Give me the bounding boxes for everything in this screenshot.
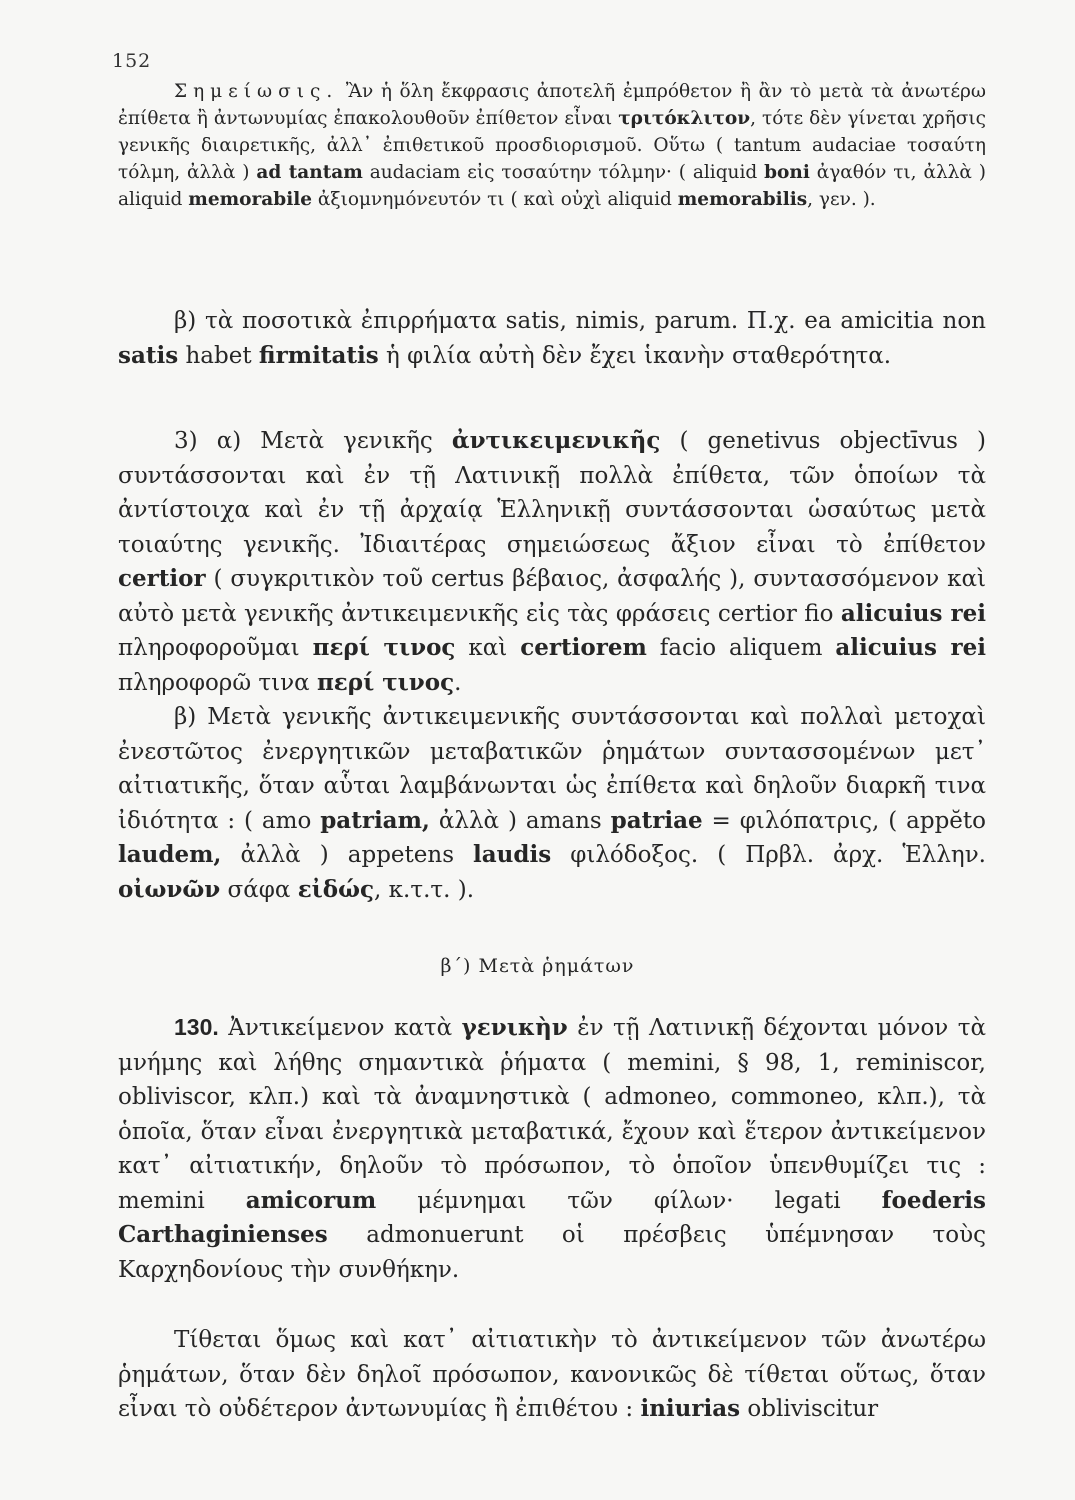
paragraph-objective-genitive: 3) α) Μετὰ γενικῆς ἀντικειμενικῆς ( genetivus objectīvus ) συντάσσονται καὶ ἐν τῇ Λατινικῇ πολλὰ ἐπίθετα, τῶν ὁποίων τὰ ἀντίστοιχα καὶ ἐν τῇ ἀρχαίᾳ Ἑλληνικῇ συντάσσονται ὡσαύτως μετὰ τοιαύτης γενικῆς. Ἰδιαιτέρας σημειώσεως ἄξιον εἶναι τὸ ἐπίθετον certior ( συγκριτικὸν τοῦ certus βέβαιος, ἀσφαλής ), συντασσόμενον καὶ αὐτὸ μετὰ γενικῆς ἀντικειμενικῆς εἰς τὰς φράσεις certior fio alicuius rei πληροφοροῦμαι περί τινος καὶ certiorem facio aliquem alicuius rei πληροφορῶ τινα περί τινος.	[118, 427, 987, 696]
remark-label: Σημείωσις.	[174, 81, 339, 102]
section-number: 130.	[174, 1014, 219, 1040]
section-130: 130. Ἀντικείμενον κατὰ γενικὴν ἐν τῇ Λατινικῇ δέχονται μόνον τὰ μνήμης καὶ λήθης σημαντικὰ ῥήματα ( memini, § 98, 1, reminiscor, obliviscor, κλπ.) καὶ τὰ ἀναμνηστικὰ ( admoneo, commoneo, κλπ.), τὰ ὁποῖα, ὅταν εἶναι ἐνεργητικὰ μεταβατικά, ἔχουν καὶ ἕτερον ἀντικείμενον κατ᾽ αἰτιατικήν, δηλοῦν τὸ πρόσωπον, τὸ ὁποῖον ὑπενθυμίζει τις : memini amicorum μέμνημαι τῶν φίλων· legati foederis Carthaginienses admonuerunt οἱ πρέσβεις ὑπέμνησαν τοὺς Καρχηδονίους τὴν συνθήκην.	[118, 1014, 986, 1283]
remark-paragraph: Σημείωσις. Ἂν ἡ ὅλη ἔκφρασις ἀποτελῆ ἐμπρόθετον ἢ ἂν τὸ μετὰ τὰ ἀνωτέρω ἐπίθετα ἢ ἀντωνυμίας ἐπακολουθοῦν ἐπίθετον εἶναι τριτόκλιτον, τότε δὲν γίνεται χρῆσις γενικῆς διαιρετικῆς, ἀλλ᾽ ἐπιθετικοῦ προσδιορισμοῦ. Οὕτω ( tantum audaciae τοσαύτη τόλμη, ἀλλὰ ) ad tantam audaciam εἰς τοσαύτην τόλμην· ( aliquid boni ἀγαθόν τι, ἀλλὰ ) aliquid memorabile ἀξιομνημόνευτόν τι ( καὶ οὐχὶ aliquid memorabilis, γεν. ).	[118, 81, 986, 210]
paragraph-participles: β) Μετὰ γενικῆς ἀντικειμενικῆς συντάσσονται καὶ πολλαὶ μετοχαὶ ἐνεστῶτος ἐνεργητικῶν μεταβατικῶν ῥημάτων συντασσομένων μετ᾽ αἰτιατικῆς, ὅταν αὗται λαμβάνωνται ὡς ἐπίθετα καὶ δηλοῦν διαρκῆ τινα ἰδιότητα : ( amo patriam, ἀλλὰ ) amans patriae = φιλόπατρις, ( appĕto laudem, ἀλλὰ ) appetens laudis φιλόδοξος. ( Πρβλ. ἀρχ. Ἑλλην. οἰωνῶν σάφα εἰδώς, κ.τ.τ. ).	[118, 704, 986, 903]
paragraph-accusative: Τίθεται ὅμως καὶ κατ᾽ αἰτιατικὴν τὸ ἀντικείμενον τῶν ἀνωτέρω ῥημάτων, ὅταν δὲν δηλοῖ πρόσωπον, κανονικῶς δὲ τίθεται οὕτως, ὅταν εἶναι τὸ οὐδέτερον ἀντωνυμίας ἢ ἐπιθέτου : iniurias obliviscitur	[118, 1327, 986, 1422]
paragraph-adverbs: β) τὰ ποσοτικὰ ἐπιρρήματα satis, nimis, parum. Π.χ. ea amicitia non satis habet firmitatis ἡ φιλία αὐτὴ δὲν ἔχει ἱκανὴν σταθερότητα.	[118, 308, 986, 369]
page-number: 152	[112, 50, 152, 72]
subheading: β΄) Μετὰ ῥημάτων	[440, 955, 635, 977]
